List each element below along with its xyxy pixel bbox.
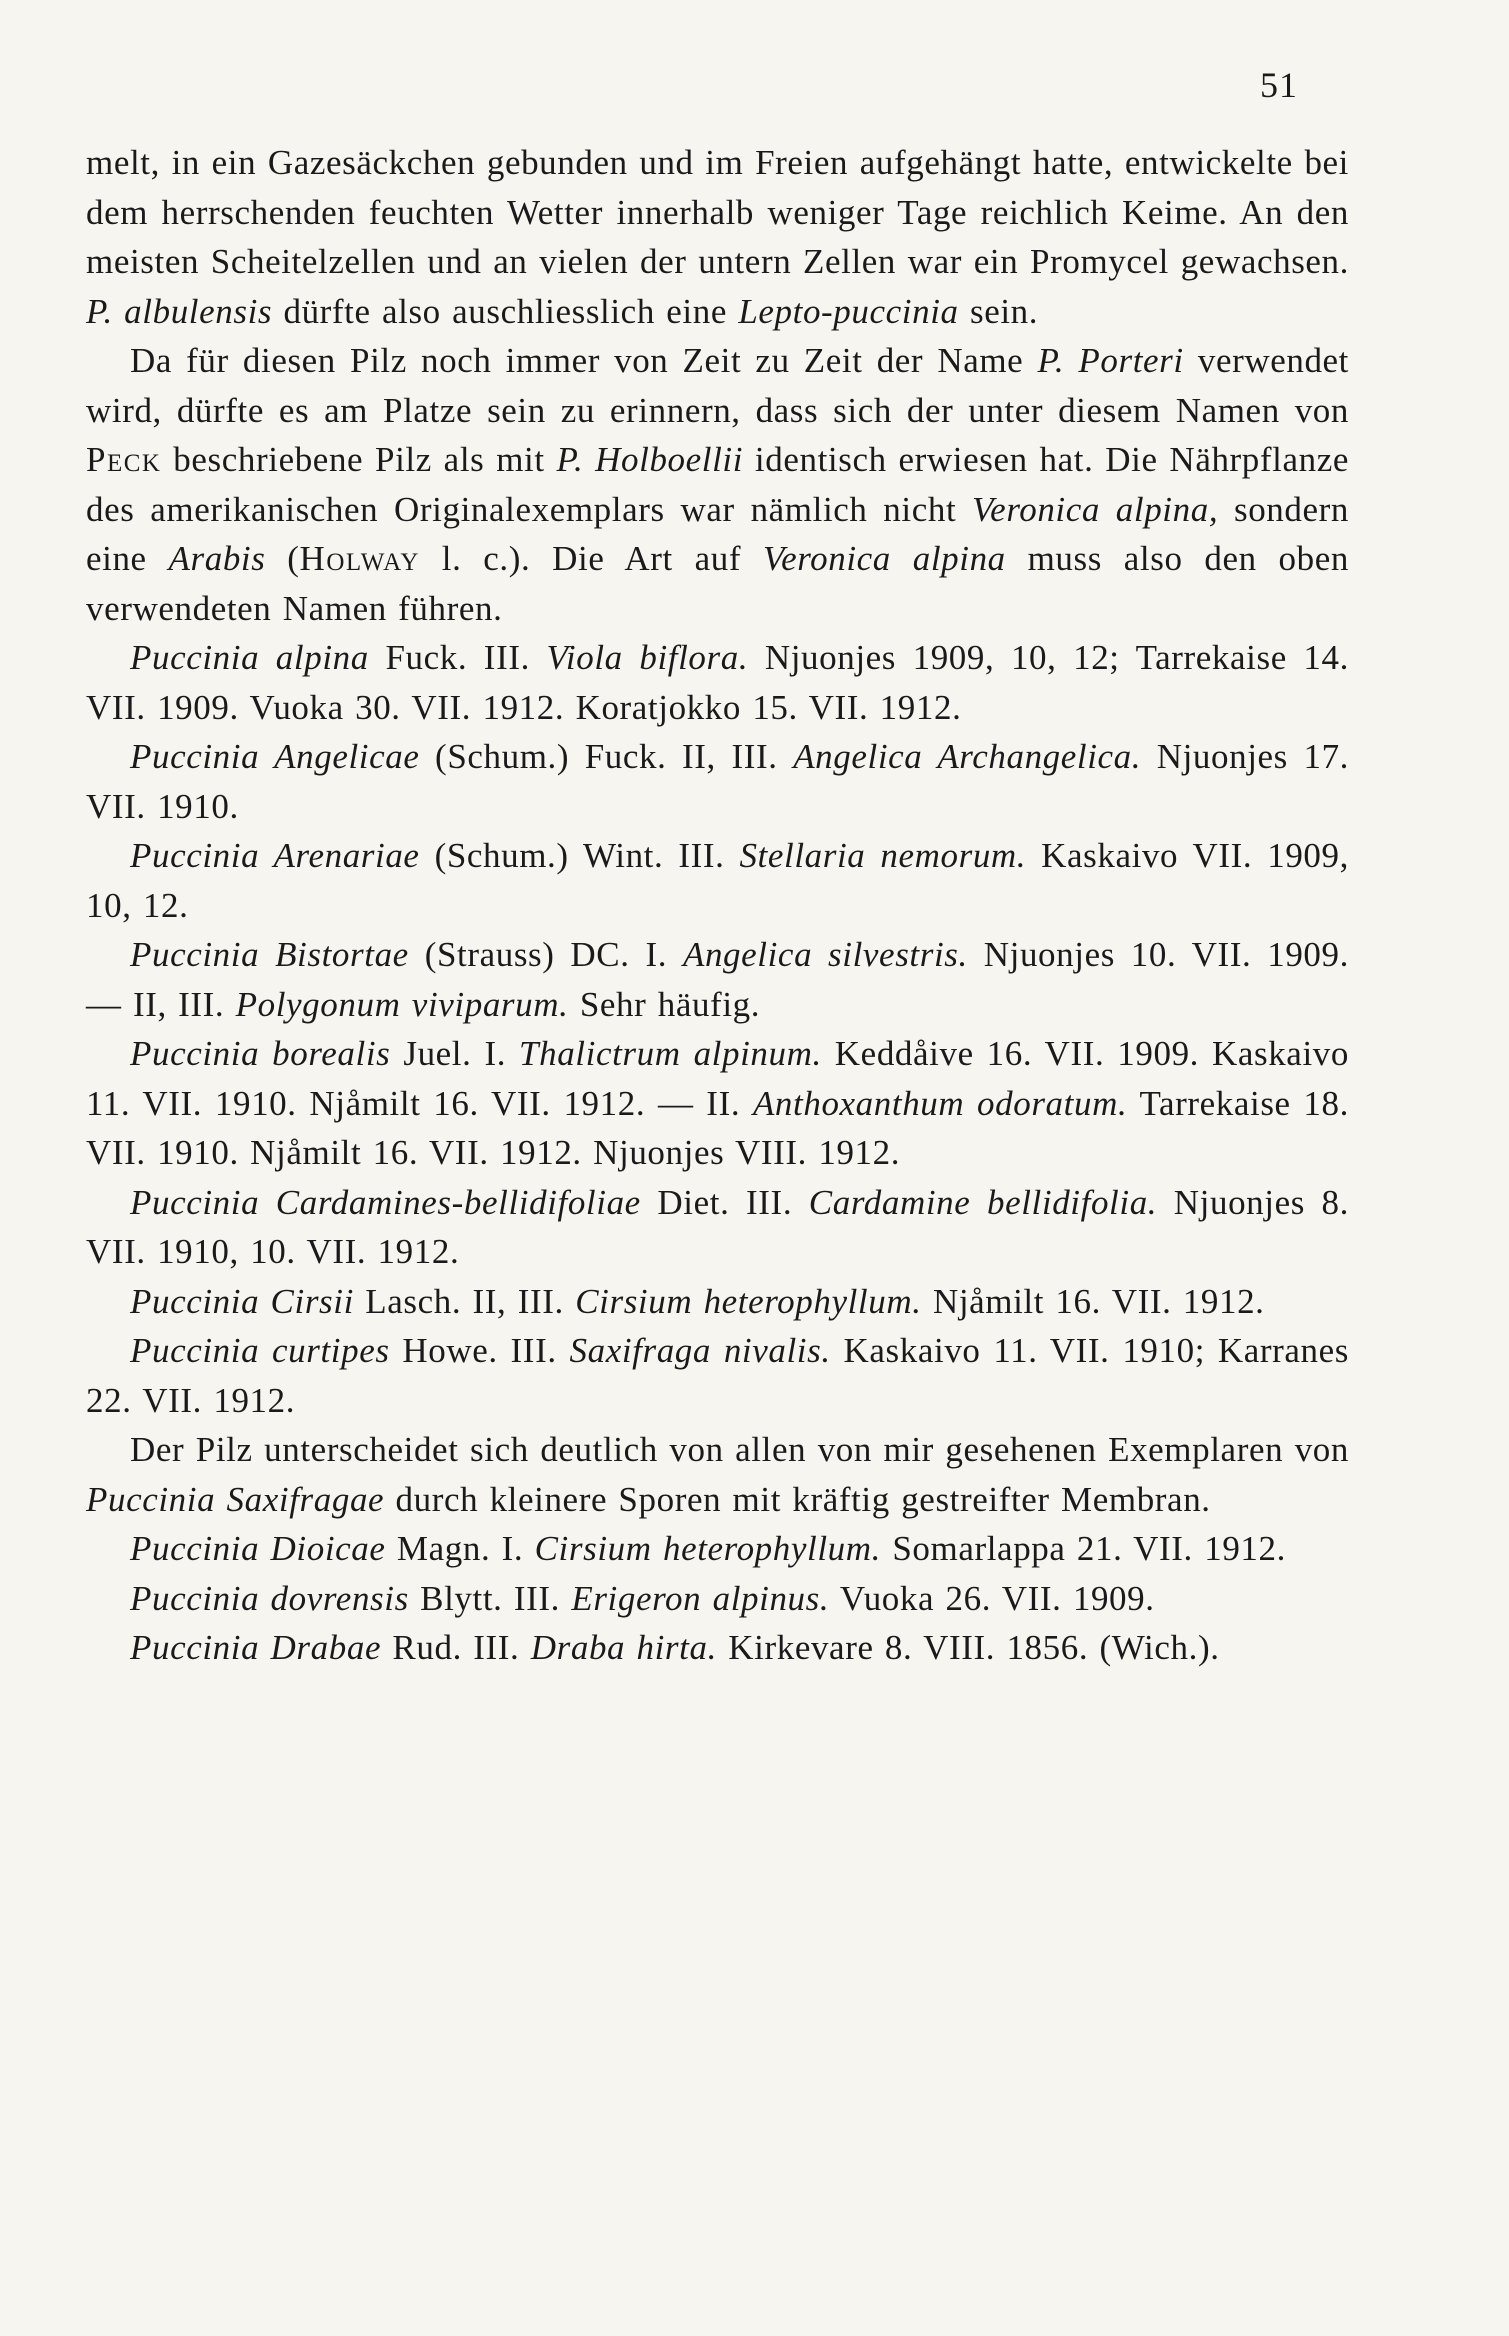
text-run: (Schum.) Wint. III. bbox=[419, 836, 740, 875]
body-text bbox=[86, 138, 1349, 1673]
species-name: P. albulensis bbox=[86, 291, 273, 331]
text-run: ( bbox=[265, 539, 300, 578]
species-name: Puccinia Cirsii bbox=[130, 1281, 354, 1321]
species-name: Veronica alpina, bbox=[972, 489, 1219, 529]
species-name: Angelica Archangelica. bbox=[793, 737, 1142, 776]
paragraph bbox=[86, 930, 1349, 1029]
species-name: Puccinia Bistortae bbox=[130, 935, 409, 974]
species-name: Angelica silvestris. bbox=[682, 935, 968, 974]
text-run: verwendet wird, dürfte es am Platze sein zu erinnern, dass sich der unter diesem Namen von bbox=[86, 341, 1349, 430]
text-run: Njuonjes 17. VII. 1910. bbox=[86, 737, 1350, 826]
text-run: (Strauss) DC. I. bbox=[408, 935, 683, 974]
text-run: (Schum.) Fuck. II, III. bbox=[419, 737, 794, 776]
text-run: Tarrekaise 18. VII. 1910. Njåmilt 16. VII. 1912. Njuonjes VIII. 1912. bbox=[86, 1083, 1349, 1172]
text-run: Juel. I. bbox=[390, 1034, 520, 1073]
species-name: Puccinia Dioicae bbox=[130, 1529, 386, 1568]
species-name: Cardamine bellidifolia. bbox=[808, 1182, 1158, 1222]
paragraph bbox=[86, 1277, 1349, 1327]
species-name: Lepto-puccinia bbox=[738, 291, 959, 331]
text-run: Diet. III. bbox=[640, 1182, 809, 1222]
species-name: Polygonum viviparum. bbox=[235, 984, 569, 1024]
text-run: l. c.). Die Art auf bbox=[419, 539, 763, 578]
text-run: identisch erwiesen hat. Die Nährpflanze des amerikanischen Originalexemplars war nämlich nicht bbox=[86, 440, 1349, 529]
species-name: Puccinia Cardamines-bellidifoliae bbox=[130, 1182, 641, 1222]
text-run: Blytt. III. bbox=[408, 1578, 572, 1618]
text-run: Lasch. II, III. bbox=[353, 1281, 576, 1321]
species-name: Puccinia Saxifragae bbox=[86, 1479, 385, 1519]
species-name: Puccinia Drabae bbox=[130, 1628, 382, 1667]
text-run: Vuoka 26. VII. 1909. bbox=[829, 1578, 1155, 1618]
paragraph bbox=[86, 831, 1349, 930]
paragraph bbox=[86, 138, 1349, 336]
text-run: sein. bbox=[958, 291, 1039, 331]
species-name: Puccinia dovrensis bbox=[130, 1578, 409, 1618]
species-name: Puccinia curtipes bbox=[130, 1331, 390, 1370]
text-run: Howe. III. bbox=[389, 1331, 570, 1370]
species-name: Puccinia alpina bbox=[130, 638, 369, 677]
species-name: Saxifraga nivalis. bbox=[569, 1331, 831, 1370]
text-run: durch kleinere Sporen mit kräftig gestreifter Membran. bbox=[384, 1479, 1211, 1519]
species-name: Puccinia borealis bbox=[130, 1034, 391, 1073]
text-run: Sehr häufig. bbox=[568, 984, 761, 1024]
page-number: 51 bbox=[1260, 65, 1298, 105]
text-run: Somarlappa 21. VII. 1912. bbox=[881, 1529, 1286, 1568]
species-name: Erigeron alpinus. bbox=[571, 1578, 830, 1618]
paragraph bbox=[86, 1425, 1349, 1524]
species-name: Stellaria nemorum. bbox=[739, 836, 1027, 875]
text-run: Kaskaivo 11. VII. 1910; Karranes 22. VII. 1912. bbox=[86, 1331, 1349, 1420]
text-run: Njuonjes 10. VII. 1909. — II, III. bbox=[86, 935, 1349, 1024]
text-run: Fuck. III. bbox=[368, 638, 547, 677]
text-run: sondern eine bbox=[86, 489, 1349, 578]
species-name: Anthoxanthum odoratum. bbox=[752, 1083, 1128, 1123]
paragraph bbox=[86, 1623, 1349, 1673]
author-name: Peck bbox=[86, 440, 162, 479]
author-name: Holway bbox=[299, 539, 420, 578]
text-run: Da für diesen Pilz noch immer von Zeit zu Zeit der Name bbox=[130, 341, 1038, 380]
text-run: Magn. I. bbox=[385, 1529, 535, 1568]
text-run: dürfte also auschliesslich eine bbox=[272, 291, 739, 331]
species-name: Cirsium heterophyllum. bbox=[575, 1281, 922, 1321]
species-name: P. Porteri bbox=[1037, 341, 1184, 380]
text-run: melt, in ein Gazesäckchen gebunden und im Freien aufgehängt hatte, entwickelte bei dem herrschenden feuchten Wetter innerhalb weniger Tage reichlich Keime. An den meisten Scheitelzellen und an vielen der untern Zellen war ein Promycel gewachsen. bbox=[86, 143, 1349, 281]
paragraph bbox=[86, 1524, 1349, 1574]
text-run: Njuonjes 8. VII. 1910, 10. VII. 1912. bbox=[86, 1182, 1349, 1271]
text-run: beschriebene Pilz als mit bbox=[161, 440, 557, 479]
species-name: Puccinia Angelicae bbox=[130, 737, 420, 776]
text-run: Der Pilz unterscheidet sich deutlich von allen von mir gesehenen Exemplaren von bbox=[130, 1430, 1349, 1469]
text-run: Rud. III. bbox=[381, 1628, 531, 1667]
text-run: Keddåive 16. VII. 1909. Kaskaivo 11. VII. 1910. Njåmilt 16. VII. 1912. — II. bbox=[86, 1034, 1349, 1123]
species-name: Draba hirta. bbox=[530, 1628, 717, 1667]
species-name: Arabis bbox=[168, 539, 266, 578]
text-run: Njuonjes 1909, 10, 12; Tarrekaise 14. VII. 1909. Vuoka 30. VII. 1912. Koratjokko 15. VII. 1912. bbox=[86, 638, 1349, 727]
species-name: Veronica alpina bbox=[762, 539, 1006, 578]
species-name: Viola biflora. bbox=[546, 638, 749, 677]
paragraph bbox=[86, 1326, 1349, 1425]
species-name: Puccinia Arenariae bbox=[130, 836, 420, 875]
text-run: Kirkevare 8. VIII. 1856. (Wich.). bbox=[716, 1628, 1220, 1667]
species-name: Thalictrum alpinum. bbox=[519, 1034, 822, 1073]
paragraph bbox=[86, 1574, 1349, 1624]
paragraph bbox=[86, 633, 1349, 732]
paragraph bbox=[86, 336, 1349, 633]
species-name: Cirsium heterophyllum. bbox=[534, 1529, 881, 1568]
paragraph bbox=[86, 732, 1349, 831]
paragraph bbox=[86, 1178, 1349, 1277]
text-run: Kaskaivo VII. 1909, 10, 12. bbox=[86, 836, 1349, 925]
species-name: P. Holboellii bbox=[556, 440, 744, 479]
paragraph bbox=[86, 1029, 1349, 1178]
text-run: Njåmilt 16. VII. 1912. bbox=[921, 1281, 1265, 1321]
text-run: muss also den oben verwendeten Namen führen. bbox=[86, 539, 1349, 628]
